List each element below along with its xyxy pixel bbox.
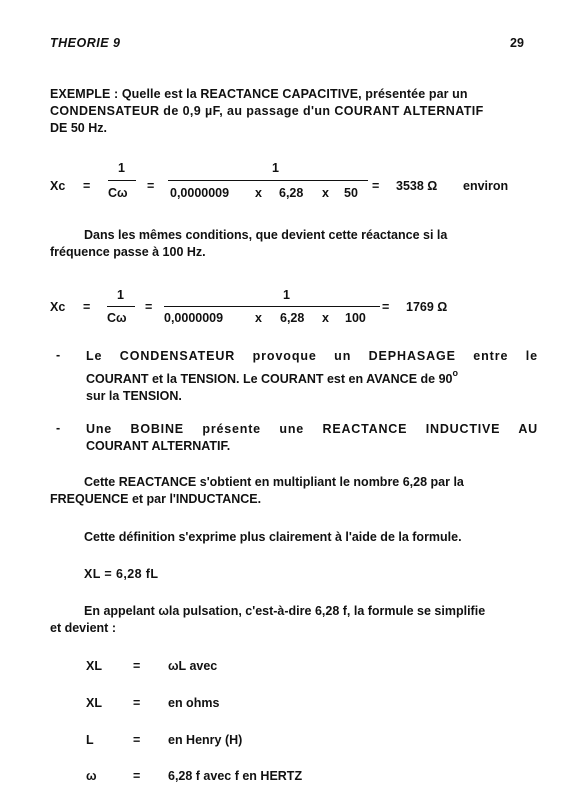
question-paragraph — [50, 227, 538, 261]
paragraph-line: Dans les mêmes conditions, que devient cette réactance si la — [84, 228, 448, 242]
denominator-term: 0,0000009 — [164, 311, 224, 325]
denominator-term: 100 — [345, 311, 366, 325]
reactance-paragraph — [50, 474, 538, 508]
fraction-bar — [164, 306, 380, 307]
formula-equals: = — [83, 300, 91, 314]
degree-superscript: o — [452, 368, 458, 378]
bullet-bobine — [86, 421, 538, 455]
pulsation-paragraph — [50, 603, 538, 637]
fraction-numerator: 1 — [283, 288, 290, 302]
definition-equals: = — [133, 696, 141, 710]
definition-symbol: XL — [86, 696, 102, 710]
denominator-term: 50 — [344, 186, 358, 200]
definition-description: ωL avec — [168, 659, 218, 673]
denominator-term: 6,28 — [280, 311, 305, 325]
bullet-condensateur — [86, 348, 538, 405]
definition-symbol: ω — [86, 769, 97, 783]
paragraph-line: FREQUENCE et par l'INDUCTANCE. — [50, 492, 262, 506]
formula-equals: = — [83, 179, 91, 193]
multiply-sign: x — [255, 186, 262, 200]
bullet-line: Une BOBINE présente une REACTANCE INDUCTIVE AU — [86, 422, 538, 436]
bullet-dash: - — [56, 348, 61, 362]
example-paragraph — [50, 86, 538, 137]
paragraph-line: fréquence passe à 100 Hz. — [50, 245, 206, 259]
formula-suffix: environ — [463, 179, 509, 193]
fraction-bar — [108, 180, 136, 181]
multiply-sign: x — [255, 311, 262, 325]
definition-equals: = — [133, 733, 141, 747]
definition-description: en ohms — [168, 696, 220, 710]
bullet-line — [86, 365, 538, 388]
denominator-term: 0,0000009 — [170, 186, 230, 200]
fraction-numerator: 1 — [272, 161, 279, 175]
definition-description: en Henry (H) — [168, 733, 243, 747]
formula-equals: = — [372, 179, 380, 193]
fraction-bar — [168, 180, 368, 181]
fraction-denominator: Cω — [108, 186, 128, 200]
bullet-line: Le CONDENSATEUR provoque un DEPHASAGE entre le — [86, 349, 538, 363]
page-number: 29 — [510, 36, 524, 50]
denominator-term: 6,28 — [279, 186, 304, 200]
example-line: DE 50 Hz. — [50, 121, 107, 135]
formula-equals: = — [145, 300, 153, 314]
paragraph-line: En appelant ωla pulsation, c'est-à-dire 6,28 f, la formule se simplifie — [84, 604, 486, 618]
definition-paragraph: Cette définition s'exprime plus clairement à l'aide de la formule. — [84, 530, 462, 544]
multiply-sign: x — [322, 311, 329, 325]
bullet-dash: - — [56, 421, 61, 435]
fraction-numerator: 1 — [117, 288, 124, 302]
bullet-line: sur la TENSION. — [86, 389, 182, 403]
chapter-title: THEORIE 9 — [50, 36, 121, 50]
formula-equals: = — [147, 179, 155, 193]
example-line: EXEMPLE : Quelle est la REACTANCE CAPACITIVE, présentée par un — [50, 87, 468, 101]
paragraph-line: Cette REACTANCE s'obtient en multipliant le nombre 6,28 par la — [84, 475, 464, 489]
fraction-bar — [107, 306, 135, 307]
paragraph-line: et devient : — [50, 621, 116, 635]
bullet-line: COURANT ALTERNATIF. — [86, 439, 231, 453]
example-line: CONDENSATEUR de 0,9 µF, au passage d'un COURANT ALTERNATIF — [50, 104, 484, 118]
definition-symbol: XL — [86, 659, 102, 673]
definition-description: 6,28 f avec f en HERTZ — [168, 769, 303, 783]
formula-inductive: XL = 6,28 fL — [84, 567, 159, 581]
formula-equals: = — [382, 300, 390, 314]
formula-lhs: Xc — [50, 179, 66, 193]
fraction-denominator: Cω — [107, 311, 127, 325]
formula-result: 3538 Ω — [396, 179, 438, 193]
definition-equals: = — [133, 659, 141, 673]
formula-result: 1769 Ω — [406, 300, 448, 314]
definition-equals: = — [133, 769, 141, 783]
bullet-line-text: COURANT et la TENSION. Le COURANT est en AVANCE de 90 — [86, 372, 453, 386]
formula-lhs: Xc — [50, 300, 66, 314]
multiply-sign: x — [322, 186, 329, 200]
fraction-numerator: 1 — [118, 161, 125, 175]
definition-symbol: L — [86, 733, 94, 747]
